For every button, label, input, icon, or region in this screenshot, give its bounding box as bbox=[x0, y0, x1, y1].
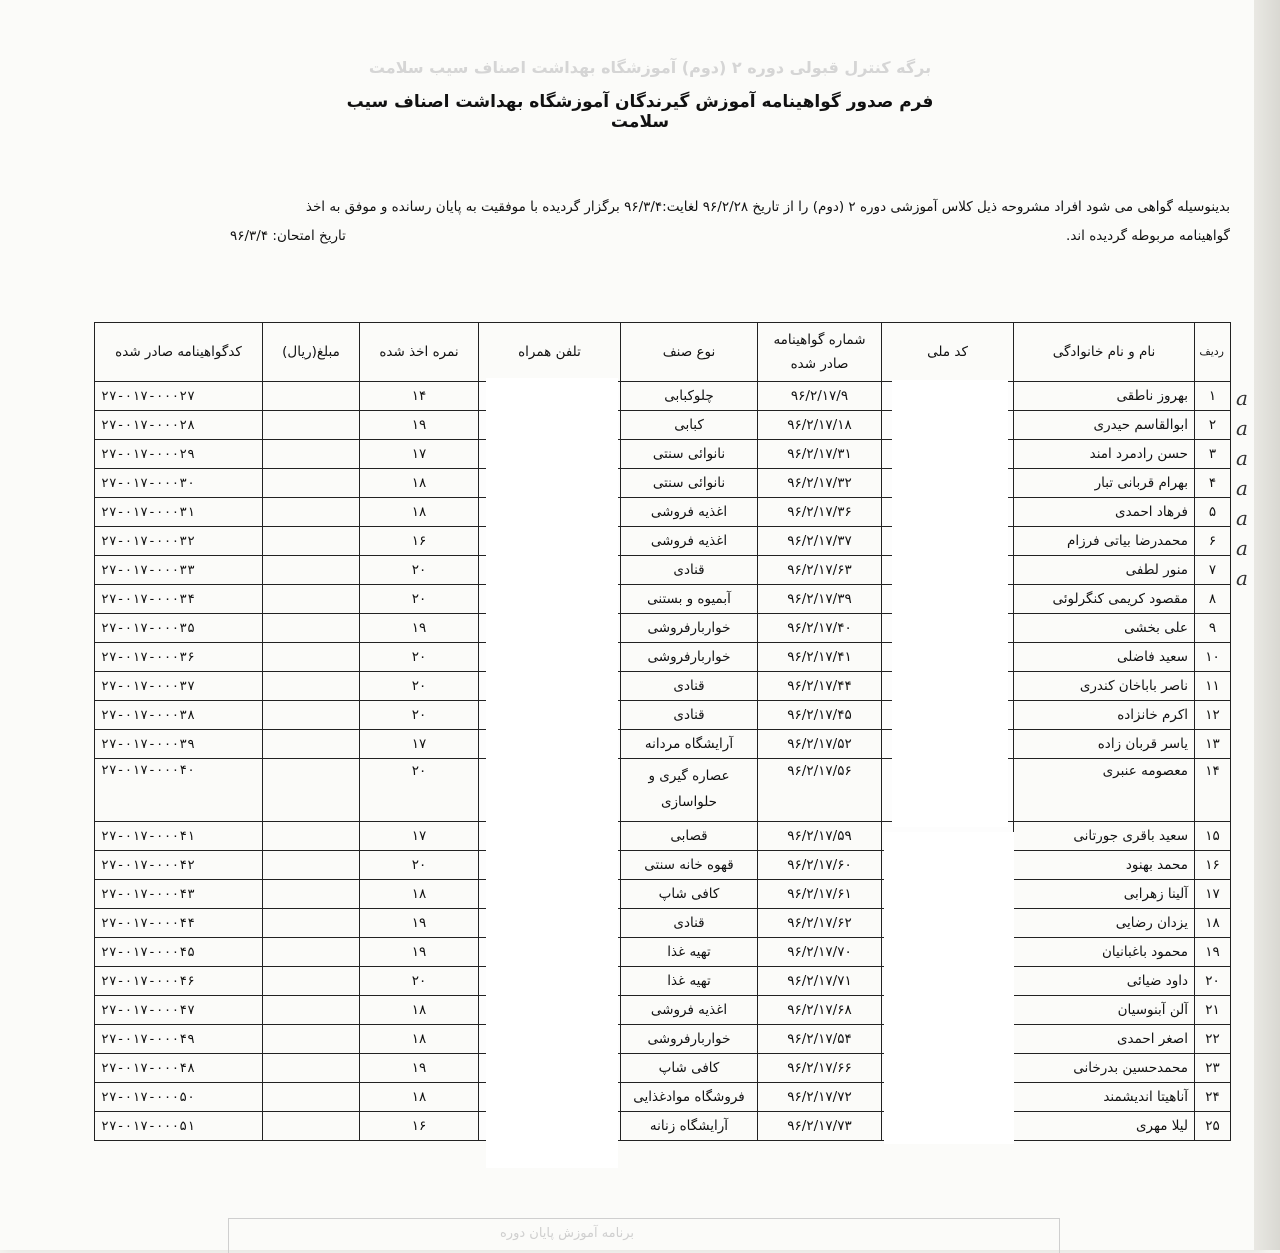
trade-type: آرایشگاه زنانه bbox=[621, 1112, 758, 1141]
trade-type: کافی شاپ bbox=[621, 880, 758, 909]
amount-cell bbox=[263, 996, 360, 1025]
score: ۲۰ bbox=[360, 967, 479, 996]
table-row bbox=[95, 382, 1231, 411]
table-row bbox=[95, 1025, 1231, 1054]
trade-type: خواربارفروشی bbox=[621, 643, 758, 672]
student-name: ناصر باباخان کندری bbox=[1014, 672, 1195, 701]
cert-number: ۹۶/۲/۱۷/۵۶ bbox=[758, 759, 882, 822]
trade-type: قنادی bbox=[621, 701, 758, 730]
certificate-table bbox=[94, 322, 1231, 1141]
amount-cell bbox=[263, 851, 360, 880]
trade-type: قصابی bbox=[621, 822, 758, 851]
bleed-through-heading: برگه کنترل قبولی دوره ۲ (دوم) آموزشگاه بهداشت اصناف سیب سلامت bbox=[368, 58, 932, 77]
row-number: ۲۲ bbox=[1195, 1025, 1231, 1054]
cert-number: ۹۶/۲/۱۷/۷۲ bbox=[758, 1083, 882, 1112]
student-name: معصومه عنبری bbox=[1014, 759, 1195, 822]
student-name: محمود باغبانیان bbox=[1014, 938, 1195, 967]
row-number: ۱۷ bbox=[1195, 880, 1231, 909]
amount-cell bbox=[263, 585, 360, 614]
cert-code: ۲۷-۰۱۷-۰۰۰۴۸ bbox=[95, 1054, 263, 1083]
row-number: ۱۶ bbox=[1195, 851, 1231, 880]
header-national-id: کد ملی bbox=[882, 323, 1014, 382]
row-number: ۳ bbox=[1195, 440, 1231, 469]
bottom-frame bbox=[228, 1218, 1060, 1253]
trade-type: اغذیه فروشی bbox=[621, 498, 758, 527]
trade-type: عصاره گیری و حلواسازی bbox=[621, 759, 758, 822]
row-number: ۲۳ bbox=[1195, 1054, 1231, 1083]
student-name: داود ضیائی bbox=[1014, 967, 1195, 996]
page-title: فرم صدور گواهینامه آموزش گیرندگان آموزشگاه بهداشت اصناف سیب سلامت bbox=[346, 92, 934, 132]
student-name: اصغر احمدی bbox=[1014, 1025, 1195, 1054]
cert-code: ۲۷-۰۱۷-۰۰۰۳۵ bbox=[95, 614, 263, 643]
student-name: فرهاد احمدی bbox=[1014, 498, 1195, 527]
table-row bbox=[95, 411, 1231, 440]
redaction-phone bbox=[486, 378, 618, 1168]
student-name: یزدان رضایی bbox=[1014, 909, 1195, 938]
row-number: ۸ bbox=[1195, 585, 1231, 614]
score: ۱۷ bbox=[360, 822, 479, 851]
cert-number: ۹۶/۲/۱۷/۴۱ bbox=[758, 643, 882, 672]
margin-mark: a bbox=[1236, 386, 1248, 410]
score: ۱۴ bbox=[360, 382, 479, 411]
table-row bbox=[95, 527, 1231, 556]
cert-code: ۲۷-۰۱۷-۰۰۰۳۶ bbox=[95, 643, 263, 672]
table-row bbox=[95, 1054, 1231, 1083]
score: ۱۷ bbox=[360, 730, 479, 759]
table-row bbox=[95, 880, 1231, 909]
table-row bbox=[95, 730, 1231, 759]
intro-line-2: گواهینامه مربوطه گردیده اند. bbox=[1066, 228, 1230, 244]
margin-mark: a bbox=[1236, 536, 1248, 560]
student-name: محمدحسین بدرخانی bbox=[1014, 1054, 1195, 1083]
student-name: آناهیتا اندیشمند bbox=[1014, 1083, 1195, 1112]
margin-mark: a bbox=[1236, 476, 1248, 500]
row-number: ۲۴ bbox=[1195, 1083, 1231, 1112]
trade-type: کافی شاپ bbox=[621, 1054, 758, 1083]
table-row bbox=[95, 614, 1231, 643]
score: ۱۹ bbox=[360, 1054, 479, 1083]
trade-type: کبابی bbox=[621, 411, 758, 440]
bottom-bleed-text: برنامه آموزش پایان دوره bbox=[500, 1226, 634, 1241]
row-number: ۱۱ bbox=[1195, 672, 1231, 701]
cert-number: ۹۶/۲/۱۷/۷۱ bbox=[758, 967, 882, 996]
trade-type: خواربارفروشی bbox=[621, 614, 758, 643]
table-row bbox=[95, 498, 1231, 527]
row-number: ۱ bbox=[1195, 382, 1231, 411]
row-number: ۱۹ bbox=[1195, 938, 1231, 967]
trade-type: چلوکبابی bbox=[621, 382, 758, 411]
row-number: ۱۰ bbox=[1195, 643, 1231, 672]
cert-code: ۲۷-۰۱۷-۰۰۰۲۸ bbox=[95, 411, 263, 440]
score: ۱۹ bbox=[360, 411, 479, 440]
cert-code: ۲۷-۰۱۷-۰۰۰۳۸ bbox=[95, 701, 263, 730]
table-row bbox=[95, 938, 1231, 967]
header-row-number: ردیف bbox=[1195, 323, 1231, 382]
exam-date: تاریخ امتحان: ۹۶/۳/۴ bbox=[230, 228, 346, 244]
margin-mark: a bbox=[1236, 416, 1248, 440]
student-name: محمدرضا بیاتی فرزام bbox=[1014, 527, 1195, 556]
row-number: ۱۸ bbox=[1195, 909, 1231, 938]
row-number: ۵ bbox=[1195, 498, 1231, 527]
amount-cell bbox=[263, 909, 360, 938]
score: ۱۶ bbox=[360, 1112, 479, 1141]
trade-type: تهیه غذا bbox=[621, 967, 758, 996]
cert-number: ۹۶/۲/۱۷/۷۳ bbox=[758, 1112, 882, 1141]
amount-cell bbox=[263, 498, 360, 527]
row-number: ۶ bbox=[1195, 527, 1231, 556]
cert-code: ۲۷-۰۱۷-۰۰۰۳۰ bbox=[95, 469, 263, 498]
student-name: یاسر قربان زاده bbox=[1014, 730, 1195, 759]
row-number: ۲۱ bbox=[1195, 996, 1231, 1025]
score: ۱۸ bbox=[360, 469, 479, 498]
cert-code: ۲۷-۰۱۷-۰۰۰۴۳ bbox=[95, 880, 263, 909]
cert-number: ۹۶/۲/۱۷/۳۶ bbox=[758, 498, 882, 527]
table-row bbox=[95, 440, 1231, 469]
amount-cell bbox=[263, 382, 360, 411]
amount-cell bbox=[263, 1083, 360, 1112]
cert-number: ۹۶/۲/۱۷/۵۹ bbox=[758, 822, 882, 851]
score: ۱۹ bbox=[360, 614, 479, 643]
cert-number: ۹۶/۲/۱۷/۵۲ bbox=[758, 730, 882, 759]
amount-cell bbox=[263, 701, 360, 730]
cert-code: ۲۷-۰۱۷-۰۰۰۵۱ bbox=[95, 1112, 263, 1141]
margin-mark: a bbox=[1236, 506, 1248, 530]
redaction-national-id-top bbox=[892, 380, 1008, 827]
cert-number: ۹۶/۲/۱۷/۶۰ bbox=[758, 851, 882, 880]
header-cert-code: کدگواهینامه صادر شده bbox=[95, 323, 263, 382]
cert-number: ۹۶/۲/۱۷/۳۱ bbox=[758, 440, 882, 469]
cert-number: ۹۶/۲/۱۷/۶۳ bbox=[758, 556, 882, 585]
table-row bbox=[95, 909, 1231, 938]
cert-number: ۹۶/۲/۱۷/۴۵ bbox=[758, 701, 882, 730]
header-amount: مبلغ(ریال) bbox=[263, 323, 360, 382]
trade-type: قهوه خانه سنتی bbox=[621, 851, 758, 880]
trade-type: نانوائی سنتی bbox=[621, 440, 758, 469]
amount-cell bbox=[263, 556, 360, 585]
row-number: ۲۵ bbox=[1195, 1112, 1231, 1141]
cert-code: ۲۷-۰۱۷-۰۰۰۴۶ bbox=[95, 967, 263, 996]
student-name: بهروز ناطقی bbox=[1014, 382, 1195, 411]
intro-paragraph bbox=[230, 193, 1230, 251]
intro-line-1: بدینوسیله گواهی می شود افراد مشروحه ذیل کلاس آموزشی دوره ۲ (دوم) را از تاریخ ۹۶/۲/۲۸ لغایت:۹۶/۳/۴ برگزار گردیده با موفقیت به پایان رسانده و موفق به اخذ bbox=[305, 199, 1230, 215]
cert-code: ۲۷-۰۱۷-۰۰۰۴۹ bbox=[95, 1025, 263, 1054]
score: ۲۰ bbox=[360, 643, 479, 672]
amount-cell bbox=[263, 614, 360, 643]
student-name: لیلا مهری bbox=[1014, 1112, 1195, 1141]
student-name: منور لطفی bbox=[1014, 556, 1195, 585]
amount-cell bbox=[263, 1025, 360, 1054]
table-header-row bbox=[95, 323, 1231, 382]
table-row bbox=[95, 643, 1231, 672]
table-row bbox=[95, 672, 1231, 701]
amount-cell bbox=[263, 672, 360, 701]
cert-number: ۹۶/۲/۱۷/۶۲ bbox=[758, 909, 882, 938]
cert-number: ۹۶/۲/۱۷/۷۰ bbox=[758, 938, 882, 967]
cert-code: ۲۷-۰۱۷-۰۰۰۴۲ bbox=[95, 851, 263, 880]
score: ۱۹ bbox=[360, 938, 479, 967]
cert-number: ۹۶/۲/۱۷/۱۸ bbox=[758, 411, 882, 440]
cert-code: ۲۷-۰۱۷-۰۰۰۲۹ bbox=[95, 440, 263, 469]
amount-cell bbox=[263, 880, 360, 909]
score: ۲۰ bbox=[360, 672, 479, 701]
student-name: آلن آبنوسیان bbox=[1014, 996, 1195, 1025]
amount-cell bbox=[263, 469, 360, 498]
table-row bbox=[95, 1083, 1231, 1112]
score: ۲۰ bbox=[360, 759, 479, 822]
table-row bbox=[95, 1112, 1231, 1141]
header-trade: نوع صنف bbox=[621, 323, 758, 382]
score: ۱۸ bbox=[360, 996, 479, 1025]
trade-type: فروشگاه موادغذایی bbox=[621, 1083, 758, 1112]
amount-cell bbox=[263, 730, 360, 759]
score: ۱۷ bbox=[360, 440, 479, 469]
score: ۱۸ bbox=[360, 498, 479, 527]
amount-cell bbox=[263, 411, 360, 440]
trade-type: تهیه غذا bbox=[621, 938, 758, 967]
amount-cell bbox=[263, 527, 360, 556]
cert-code: ۲۷-۰۱۷-۰۰۰۳۳ bbox=[95, 556, 263, 585]
cert-code: ۲۷-۰۱۷-۰۰۰۴۱ bbox=[95, 822, 263, 851]
row-number: ۱۵ bbox=[1195, 822, 1231, 851]
cert-code: ۲۷-۰۱۷-۰۰۰۵۰ bbox=[95, 1083, 263, 1112]
table-row bbox=[95, 851, 1231, 880]
cert-number: ۹۶/۲/۱۷/۶۱ bbox=[758, 880, 882, 909]
cert-number: ۹۶/۲/۱۷/۹ bbox=[758, 382, 882, 411]
trade-type: نانوائی سنتی bbox=[621, 469, 758, 498]
cert-number: ۹۶/۲/۱۷/۴۰ bbox=[758, 614, 882, 643]
margin-mark: a bbox=[1236, 446, 1248, 470]
amount-cell bbox=[263, 643, 360, 672]
amount-cell bbox=[263, 759, 360, 822]
cert-code: ۲۷-۰۱۷-۰۰۰۴۷ bbox=[95, 996, 263, 1025]
score: ۲۰ bbox=[360, 556, 479, 585]
table-row bbox=[95, 556, 1231, 585]
trade-type: آبمیوه و بستنی bbox=[621, 585, 758, 614]
amount-cell bbox=[263, 822, 360, 851]
student-name: سعید فاضلی bbox=[1014, 643, 1195, 672]
student-name: مقصود کریمی کنگرلوئی bbox=[1014, 585, 1195, 614]
table-body bbox=[95, 382, 1231, 1141]
header-name: نام و نام خانوادگی bbox=[1014, 323, 1195, 382]
amount-cell bbox=[263, 938, 360, 967]
row-number: ۷ bbox=[1195, 556, 1231, 585]
score: ۲۰ bbox=[360, 585, 479, 614]
trade-type: اغذیه فروشی bbox=[621, 527, 758, 556]
student-name: حسن رادمرد امند bbox=[1014, 440, 1195, 469]
cert-code: ۲۷-۰۱۷-۰۰۰۴۰ bbox=[95, 759, 263, 822]
cert-number: ۹۶/۲/۱۷/۴۴ bbox=[758, 672, 882, 701]
table-row bbox=[95, 701, 1231, 730]
redaction-national-id-bottom bbox=[884, 832, 1014, 1144]
table-row bbox=[95, 759, 1231, 822]
student-name: علی بخشی bbox=[1014, 614, 1195, 643]
amount-cell bbox=[263, 1054, 360, 1083]
cert-number: ۹۶/۲/۱۷/۳۹ bbox=[758, 585, 882, 614]
cert-code: ۲۷-۰۱۷-۰۰۰۴۵ bbox=[95, 938, 263, 967]
row-number: ۱۳ bbox=[1195, 730, 1231, 759]
cert-code: ۲۷-۰۱۷-۰۰۰۳۴ bbox=[95, 585, 263, 614]
score: ۱۸ bbox=[360, 880, 479, 909]
table-row bbox=[95, 967, 1231, 996]
cert-code: ۲۷-۰۱۷-۰۰۰۲۷ bbox=[95, 382, 263, 411]
amount-cell bbox=[263, 440, 360, 469]
cert-number: ۹۶/۲/۱۷/۶۸ bbox=[758, 996, 882, 1025]
trade-type: قنادی bbox=[621, 556, 758, 585]
trade-type: قنادی bbox=[621, 909, 758, 938]
score: ۱۸ bbox=[360, 1083, 479, 1112]
header-score: نمره اخذ شده bbox=[360, 323, 479, 382]
row-number: ۴ bbox=[1195, 469, 1231, 498]
trade-type: قنادی bbox=[621, 672, 758, 701]
score: ۱۸ bbox=[360, 1025, 479, 1054]
score: ۲۰ bbox=[360, 701, 479, 730]
table-row bbox=[95, 996, 1231, 1025]
row-number: ۲۰ bbox=[1195, 967, 1231, 996]
cert-number: ۹۶/۲/۱۷/۵۴ bbox=[758, 1025, 882, 1054]
header-phone: تلفن همراه bbox=[479, 323, 621, 382]
margin-mark: a bbox=[1236, 566, 1248, 590]
row-number: ۲ bbox=[1195, 411, 1231, 440]
cert-number: ۹۶/۲/۱۷/۳۷ bbox=[758, 527, 882, 556]
score: ۱۹ bbox=[360, 909, 479, 938]
score: ۱۶ bbox=[360, 527, 479, 556]
table-row bbox=[95, 822, 1231, 851]
trade-type: اغذیه فروشی bbox=[621, 996, 758, 1025]
row-number: ۱۴ bbox=[1195, 759, 1231, 822]
student-name: سعید باقری جورتانی bbox=[1014, 822, 1195, 851]
cert-code: ۲۷-۰۱۷-۰۰۰۴۴ bbox=[95, 909, 263, 938]
student-name: اکرم خانزاده bbox=[1014, 701, 1195, 730]
trade-type: خواربارفروشی bbox=[621, 1025, 758, 1054]
cert-code: ۲۷-۰۱۷-۰۰۰۳۲ bbox=[95, 527, 263, 556]
student-name: بهرام قربانی تبار bbox=[1014, 469, 1195, 498]
student-name: ابوالقاسم حیدری bbox=[1014, 411, 1195, 440]
trade-type: آرایشگاه مردانه bbox=[621, 730, 758, 759]
amount-cell bbox=[263, 1112, 360, 1141]
student-name: محمد بهنود bbox=[1014, 851, 1195, 880]
table-row bbox=[95, 585, 1231, 614]
row-number: ۹ bbox=[1195, 614, 1231, 643]
cert-code: ۲۷-۰۱۷-۰۰۰۳۷ bbox=[95, 672, 263, 701]
cert-number: ۹۶/۲/۱۷/۶۶ bbox=[758, 1054, 882, 1083]
student-name: آلینا زهرابی bbox=[1014, 880, 1195, 909]
table-row bbox=[95, 469, 1231, 498]
page-edge bbox=[1254, 0, 1280, 1250]
row-number: ۱۲ bbox=[1195, 701, 1231, 730]
cert-code: ۲۷-۰۱۷-۰۰۰۳۹ bbox=[95, 730, 263, 759]
header-cert-number: شماره گواهینامه صادر شده bbox=[758, 323, 882, 382]
amount-cell bbox=[263, 967, 360, 996]
score: ۲۰ bbox=[360, 851, 479, 880]
cert-number: ۹۶/۲/۱۷/۳۲ bbox=[758, 469, 882, 498]
cert-code: ۲۷-۰۱۷-۰۰۰۳۱ bbox=[95, 498, 263, 527]
